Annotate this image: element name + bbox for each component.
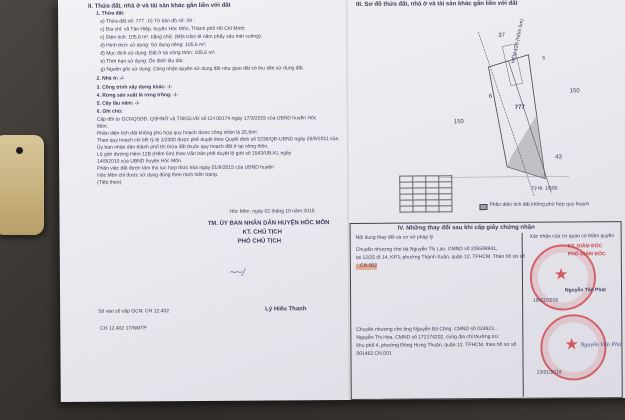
handwritten-signature: ~~/ xyxy=(229,266,245,279)
legend-swatch xyxy=(479,204,487,210)
map-label: 150 xyxy=(453,119,464,126)
sign1-subtitle: PHÓ GIÁM ĐỐC xyxy=(567,251,606,258)
change-entry-2: 001462.CN.001 xyxy=(356,350,392,357)
right-section-title: III. Sơ đồ thửa đất, nhà ở và tài sản khác gắn liền với đất xyxy=(356,0,518,8)
note-line: Phần diện tích đất không phù hợp quy hoạch được công nhận là 25,6m². xyxy=(96,129,259,137)
notes-heading: 6. Ghi chú: xyxy=(96,108,123,115)
house-heading: 2. Nhà ở: -/- xyxy=(96,75,125,82)
map-label: 6 xyxy=(488,93,493,100)
changes-col-confirm: Xác nhận của cơ quan có thẩm quyền xyxy=(529,233,615,240)
note-line: Ủy ban nhân dân thành phố thì thửa đất thuộc quy hoạch đất ở tại nông thôn. xyxy=(97,143,269,151)
parcel-heading: 1. Thửa đất: xyxy=(96,10,125,17)
legend-note: Phần diện tích đất không phù hợp quy hoạch xyxy=(489,201,590,208)
note-line: Cấp đổi từ GCNQSDĐ, QSHNỞ và TSKGLVĐ số CH 00174 ngày 17/3/2015 của UBND huyện Hóc xyxy=(96,115,317,123)
note-line: 14/9/2010 của UBND huyện Hóc Môn. xyxy=(97,158,183,165)
register-number: Số vào sổ cấp GCN: CH 12.402 xyxy=(98,308,170,315)
parcel-number: 777 xyxy=(514,104,525,111)
road-hatch xyxy=(507,115,545,179)
change-entry-2: Nguyễn Thị Hoa, CMND số 172174202, cùng địa chỉ thường trú: xyxy=(356,333,500,341)
parcel-line: e) Thời hạn sử dụng: Ổn định lâu dài; xyxy=(100,58,184,65)
map-label: 150 xyxy=(569,88,580,95)
note-line: Hóc Môn chỉ được sử dụng đúng theo ranh hiện trạng. xyxy=(97,171,219,179)
parcel-line: a) Thửa đất số: 777 ; b) Tờ bản đồ số: 29 ; xyxy=(100,18,195,25)
forest-heading: 4. Rừng sản xuất là rừng trồng: -/- xyxy=(96,92,178,99)
coordinates-table xyxy=(399,175,452,212)
sign2-name: Nguyễn Văn Phát xyxy=(580,342,623,349)
smartphone xyxy=(0,135,44,235)
parcel-line: g) Nguồn gốc sử dụng: Công nhận quyền sử dụng đất như giao đất có thu tiền sử dụng đất. xyxy=(100,65,305,73)
change-entry-1-code: ...CN.002 xyxy=(355,262,378,269)
map-label: 37 xyxy=(498,32,505,39)
note-line: (Tiếp theo) xyxy=(97,179,122,186)
authority-name: TM. ỦY BAN NHÂN DÂN HUYỆN HÓC MÔN xyxy=(207,220,330,227)
change-entry-1: tại 12/25 tổ 14, KP3, phường Thạnh Xuân, quận 12, TPHCM. Theo hồ sơ số xyxy=(355,253,526,261)
note-line: Môn. xyxy=(96,123,109,130)
changes-heading: IV. Những thay đổi sau khi cấp giấy chứng nhận xyxy=(397,224,535,232)
change-entry-1: Chuyển nhượng cho bà Nguyễn Thị Lan, CMND số 205598941, xyxy=(355,245,498,253)
place-date: Hóc Môn, ngày 02 tháng 10 năm 2015 xyxy=(229,208,315,215)
neighbor-line xyxy=(439,176,569,177)
sign1-date: 18/01/2016 xyxy=(533,297,559,304)
sign1-title: KT. GIÁM ĐỐC xyxy=(567,243,603,250)
note-line: Theo quy hoạch chi tiết tỷ lệ 1/2000 được phê duyệt theo Quyết định số 5336/QĐ-UBND ngày 26/9/2011 của xyxy=(96,136,339,144)
left-section-title: II. Thửa đất, nhà ở và tài sản khác gắn liền với đất xyxy=(88,2,231,10)
authority-title: KT. CHỦ TỊCH xyxy=(242,229,282,236)
map-scale: Tỷ lệ: 1/500 xyxy=(531,185,558,192)
map-label: 5 xyxy=(542,55,546,62)
change-entry-2: khu phố 4, phường Đông Hưng Thuận, quận 12, TPHCM, theo hồ sơ số xyxy=(356,341,517,349)
parcel-line: đ) Mục đích sử dụng: Đất ở tại nông thôn: 105,6 m²; xyxy=(100,49,216,57)
land-certificate-page xyxy=(58,0,625,402)
note-line: Phần việc đất được làm thủ tục hợp thức hóa ngày 01/9/2015 của UBND huyện xyxy=(97,164,274,172)
map-label: 43 xyxy=(555,154,562,161)
sign2-date: 13/01/2018 xyxy=(536,369,562,376)
reference-code: CH 12.402 17/NMTP xyxy=(100,325,147,332)
authority-title-2: PHÓ CHỦ TỊCH xyxy=(237,238,282,245)
parcel-line: c) Diện tích: 105,6 m², bằng chữ: (Một trăm lẻ năm phẩy sáu mét vuông); xyxy=(100,33,263,41)
construction-heading: 3. Công trình xây dựng khác: -/- xyxy=(96,84,172,91)
parcel-line: d) Hình thức sử dụng: Sử dụng riêng: 105,6 m²; xyxy=(100,41,207,49)
road-name: HẺM 12B (Hẻm 5m) xyxy=(510,18,526,64)
sign1-name: Nguyễn Tấn Phát xyxy=(565,287,606,294)
change-entry-2: Chuyển nhượng cho ông Nguyễn Bá Công, CMND số 024823... xyxy=(356,325,499,333)
signer-name: Lý Hiếu Thanh xyxy=(265,306,307,313)
parcel-line: c) Địa chỉ: xã Tân Hiệp, huyện Hóc Môn, Thành phố Hồ Chí Minh; xyxy=(100,25,246,33)
trees-heading: 5. Cây lâu năm: -/- xyxy=(96,100,140,107)
parcel-map xyxy=(358,16,619,208)
changes-col-content: Nội dung thay đổi và cơ sở pháp lý xyxy=(355,234,434,241)
note-line: Lộ giới đường Hẻm 12B (Hẻm 5m) theo Văn bản phê duyệt lộ giới số 1543/UB-KL ngày xyxy=(97,150,292,158)
